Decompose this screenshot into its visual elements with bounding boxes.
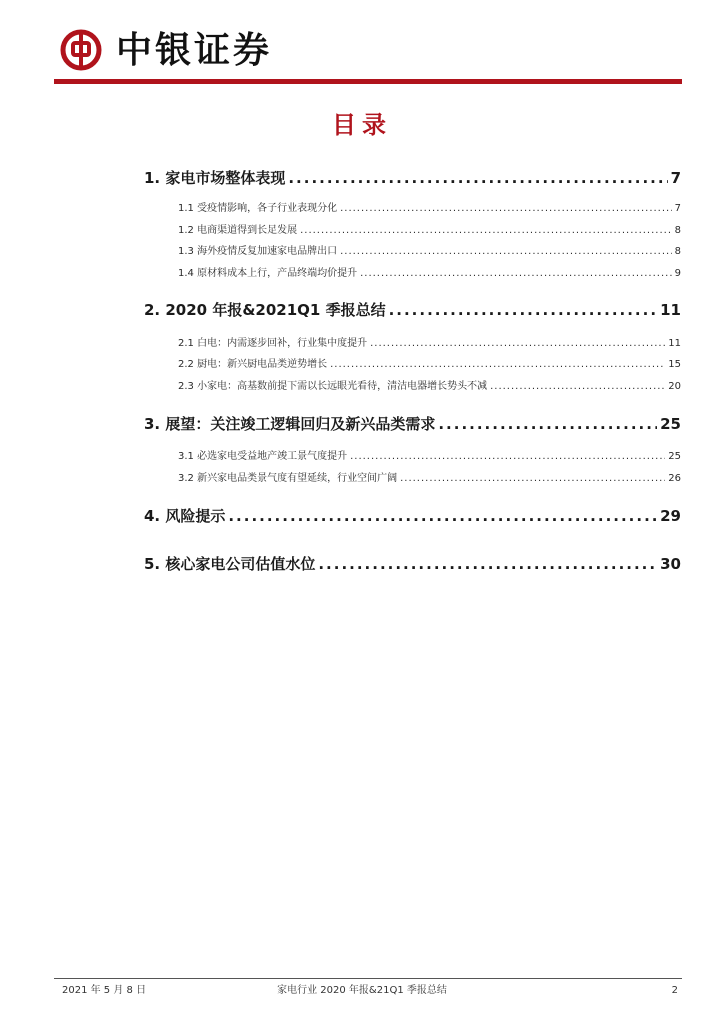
footer-divider	[54, 978, 682, 979]
toc-dot-leader	[300, 224, 672, 238]
toc-entry-page: 25	[660, 415, 681, 433]
toc-entry-page: 9	[674, 268, 681, 279]
toc-dot-leader	[350, 450, 665, 464]
toc-entry-label: 3.2 新兴家电品类景气度有望延续，行业空间广阔	[178, 473, 398, 484]
toc-entry-2-3[interactable]	[178, 380, 681, 394]
toc-entry-2-2[interactable]	[178, 358, 681, 372]
toc-dot-leader	[389, 300, 658, 320]
footer-doc-title: 家电行业 2020 年报&21Q1 季报总结	[277, 985, 447, 996]
page-header	[0, 0, 724, 90]
toc-entry-label: 2.1 白电：内需逐步回补，行业集中度提升	[178, 338, 368, 349]
toc-entry-label: 4. 风险提示	[144, 507, 226, 525]
toc-entry-page: 25	[668, 451, 681, 462]
toc-entry-4[interactable]	[144, 506, 681, 526]
footer-date: 2021 年 5 月 8 日	[62, 985, 147, 996]
bank-of-china-logo-icon	[60, 29, 102, 71]
toc-entry-page: 7	[670, 169, 681, 187]
toc-dot-leader	[438, 414, 657, 434]
toc-dot-leader	[288, 168, 667, 188]
toc-dot-leader	[330, 358, 665, 372]
toc-entry-page: 29	[660, 507, 681, 525]
toc-title: 目录	[332, 110, 392, 139]
toc-entry-label: 2.3 小家电：高基数前提下需以长远眼光看待，清洁电器增长势头不减	[178, 381, 488, 392]
toc-entry-label: 3.1 必选家电受益地产竣工景气度提升	[178, 451, 348, 462]
toc-dot-leader	[400, 472, 665, 486]
brand-name: 中银证券	[116, 29, 273, 71]
toc-entry-label: 1. 家电市场整体表现	[144, 169, 286, 187]
toc-dot-leader	[340, 245, 672, 259]
toc-entry-page: 30	[660, 555, 681, 573]
toc-entry-label: 3. 展望：关注竣工逻辑回归及新兴品类需求	[144, 415, 436, 433]
toc-entry-1-4[interactable]	[178, 267, 681, 281]
toc-dot-leader	[228, 506, 657, 526]
toc-dot-leader	[318, 554, 657, 574]
toc-entry-label: 1.1 受疫情影响，各子行业表现分化	[178, 203, 338, 214]
toc-entry-page: 11	[668, 338, 681, 349]
toc-entry-3-1[interactable]	[178, 450, 681, 464]
header-divider	[54, 79, 682, 84]
toc-entry-2[interactable]	[144, 300, 681, 320]
toc-entry-label: 1.2 电商渠道得到长足发展	[178, 225, 298, 236]
toc-entry-label: 1.4 原材料成本上行，产品终端均价提升	[178, 268, 358, 279]
toc-entry-1-2[interactable]	[178, 224, 681, 238]
toc-entry-label: 5. 核心家电公司估值水位	[144, 555, 316, 573]
toc-entry-page: 15	[668, 359, 681, 370]
toc-entry-3-2[interactable]	[178, 472, 681, 486]
toc-entry-2-1[interactable]	[178, 337, 681, 351]
toc-entry-label: 2.2 厨电：新兴厨电品类逆势增长	[178, 359, 328, 370]
toc-entry-page: 8	[674, 225, 681, 236]
toc-dot-leader	[360, 267, 672, 281]
toc-entry-1[interactable]	[144, 168, 681, 188]
toc-dot-leader	[340, 202, 672, 216]
toc-entry-5[interactable]	[144, 554, 681, 574]
toc-entry-label: 1.3 海外疫情反复加速家电品牌出口	[178, 246, 338, 257]
toc-dot-leader	[370, 337, 665, 351]
toc-entry-3[interactable]	[144, 414, 681, 434]
toc-dot-leader	[490, 380, 665, 394]
toc-entry-page: 7	[674, 203, 681, 214]
toc-entry-page: 20	[668, 381, 681, 392]
toc-entry-label: 2. 2020 年报&2021Q1 季报总结	[144, 301, 386, 319]
footer-page-number: 2	[671, 985, 678, 996]
toc-entry-page: 26	[668, 473, 681, 484]
toc-entry-1-1[interactable]	[178, 202, 681, 216]
toc-entry-page: 11	[660, 301, 681, 319]
toc-entry-1-3[interactable]	[178, 245, 681, 259]
toc-entry-page: 8	[674, 246, 681, 257]
